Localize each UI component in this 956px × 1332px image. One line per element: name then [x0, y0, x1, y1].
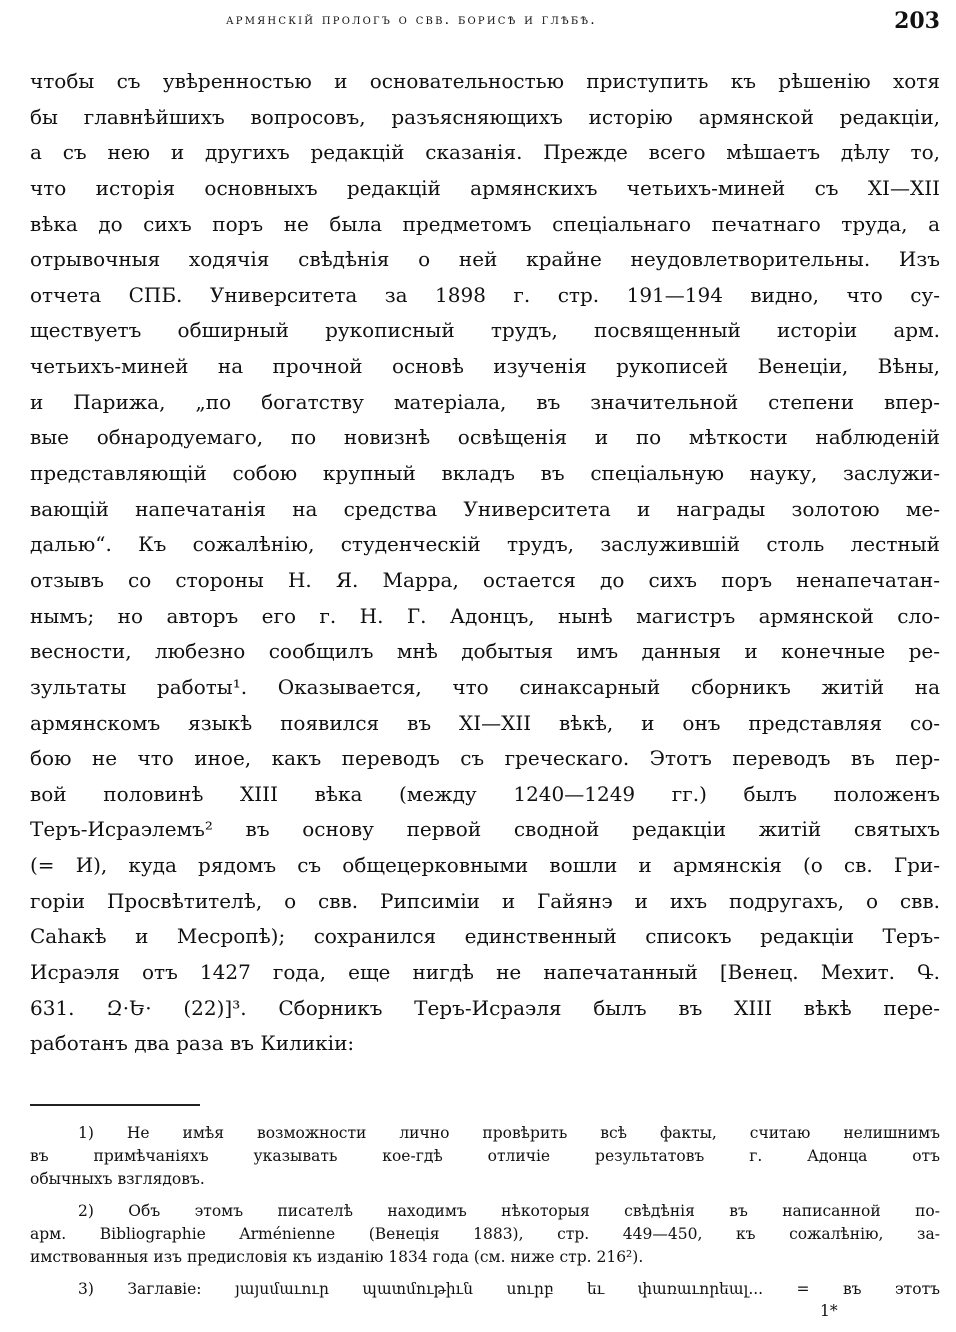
text-line: вающій напечатанія на средства Университета и награды золотою ме-	[30, 496, 940, 521]
text-line: бою не что иное, какъ переводъ съ греческаго. Этотъ переводъ въ пер-	[30, 746, 940, 771]
body-text	[30, 64, 940, 1062]
running-title: армянскій прологъ о свв. борисѣ и глѣбѣ.	[226, 12, 597, 28]
footnotes	[30, 1122, 940, 1301]
text-line: далью“. Къ сожалѣнію, студенческій трудъ, заслужившій столь лестный	[30, 532, 940, 557]
text-line: и Парижа, „по богатству матеріала, въ значительной степени впер-	[30, 389, 940, 414]
text-line: представляющій собою крупный вкладъ въ спеціальную науку, заслужи-	[30, 461, 940, 486]
text-line: горіи Просвѣтителѣ, о свв. Рипсиміи и Гайянэ и ихъ подругахъ, о свв.	[30, 888, 940, 913]
text-line: четьихъ-миней на прочной основѣ изученія рукописей Венеціи, Вѣны,	[30, 354, 940, 379]
footnote-2-line: имствованныя изъ предисловія къ изданію 1834 года (см. ниже стр. 216²).	[30, 1248, 644, 1266]
footnote-2-line: 2) Объ этомъ писателѣ находимъ нѣкоторыя свѣдѣнія въ написанной по-	[78, 1202, 940, 1220]
text-line: ществуетъ обширный рукописный трудъ, посвященный исторіи арм.	[30, 318, 940, 343]
text-line: отзывъ со стороны Н. Я. Марра, остается до сихъ поръ ненапечатан-	[30, 567, 940, 592]
text-line: вѣка до сихъ поръ не была предметомъ спеціальнаго печатнаго труда, а	[30, 211, 940, 236]
text-line: весности, любезно сообщилъ мнѣ добытыя имъ данныя и конечные ре-	[30, 639, 940, 664]
text-line: Теръ-Исраэлемъ² въ основу первой сводной редакціи житій святыхъ	[30, 817, 940, 842]
footnote-2-line: арм. Bibliographie Arménienne (Венеція 1883), стр. 449—450, къ сожалѣнію, за-	[30, 1225, 940, 1243]
text-line: вые обнародуемаго, по новизнѣ освѣщенія и по мѣткости наблюденій	[30, 425, 940, 450]
text-line: а съ нею и другихъ редакцій сказанія. Прежде всего мѣшаетъ дѣлу то,	[30, 140, 940, 165]
footnote-1-line: обычныхъ взглядовъ.	[30, 1170, 205, 1188]
text-line: 631. Զ·Ե· (22)]³. Сборникъ Теръ-Исраэля былъ въ XIII вѣкѣ пере-	[30, 995, 940, 1020]
text-line: нымъ; но авторъ его г. Н. Г. Адонцъ, нынѣ магистръ армянской сло-	[30, 603, 940, 628]
text-line: что исторія основныхъ редакцій армянскихъ четьихъ-миней съ XI—XII	[30, 175, 940, 200]
text-line: (= И), куда рядомъ съ общецерковными вошли и армянскія (о св. Гри-	[30, 853, 940, 878]
text-line: работанъ два раза въ Киликіи:	[30, 1031, 355, 1056]
text-line: зультаты работы¹. Оказывается, что синаксарный сборникъ житій на	[30, 674, 940, 699]
page-number: 203	[894, 8, 940, 34]
text-line: бы главнѣйшихъ вопросовъ, разъясняющихъ исторію армянской редакціи,	[30, 104, 940, 129]
text-line: отрывочныя ходячія свѣдѣнія о ней крайне неудовлетворительны. Изъ	[30, 247, 940, 272]
footnote-separator	[30, 1104, 200, 1106]
book-page	[30, 0, 940, 1332]
footnote-1-line: 1) Не имѣя возможности лично провѣрить всѣ факты, считаю нелишнимъ	[78, 1124, 940, 1142]
running-head	[30, 8, 940, 38]
footnote-3-line: 3) Заглавіе: յայսմաւուր պատմութիւն սուրբ եւ փառաւորեալ... = въ этотъ	[78, 1280, 940, 1298]
text-line: армянскомъ языкѣ появился въ XI—XII вѣкѣ, и онъ представляя со-	[30, 710, 940, 735]
text-line: Исраэля отъ 1427 года, еще нигдѣ не напечатанный [Венец. Мехит. Գ.	[30, 960, 940, 985]
signature-mark: 1*	[820, 1302, 838, 1320]
text-line: вой половинѣ XIII вѣка (между 1240—1249 гг.) былъ положенъ	[30, 781, 940, 806]
text-line: отчета СПБ. Университета за 1898 г. стр. 191—194 видно, что су-	[30, 282, 940, 307]
text-line: Саhакѣ и Месропѣ); сохранился единственный списокъ редакціи Теръ-	[30, 924, 940, 949]
text-line: чтобы съ увѣренностью и основательностью приступить къ рѣшенію хотя	[30, 69, 940, 93]
footnote-1-line: въ примѣчаніяхъ указывать кое-гдѣ отличіе результатовъ г. Адонца отъ	[30, 1147, 940, 1165]
